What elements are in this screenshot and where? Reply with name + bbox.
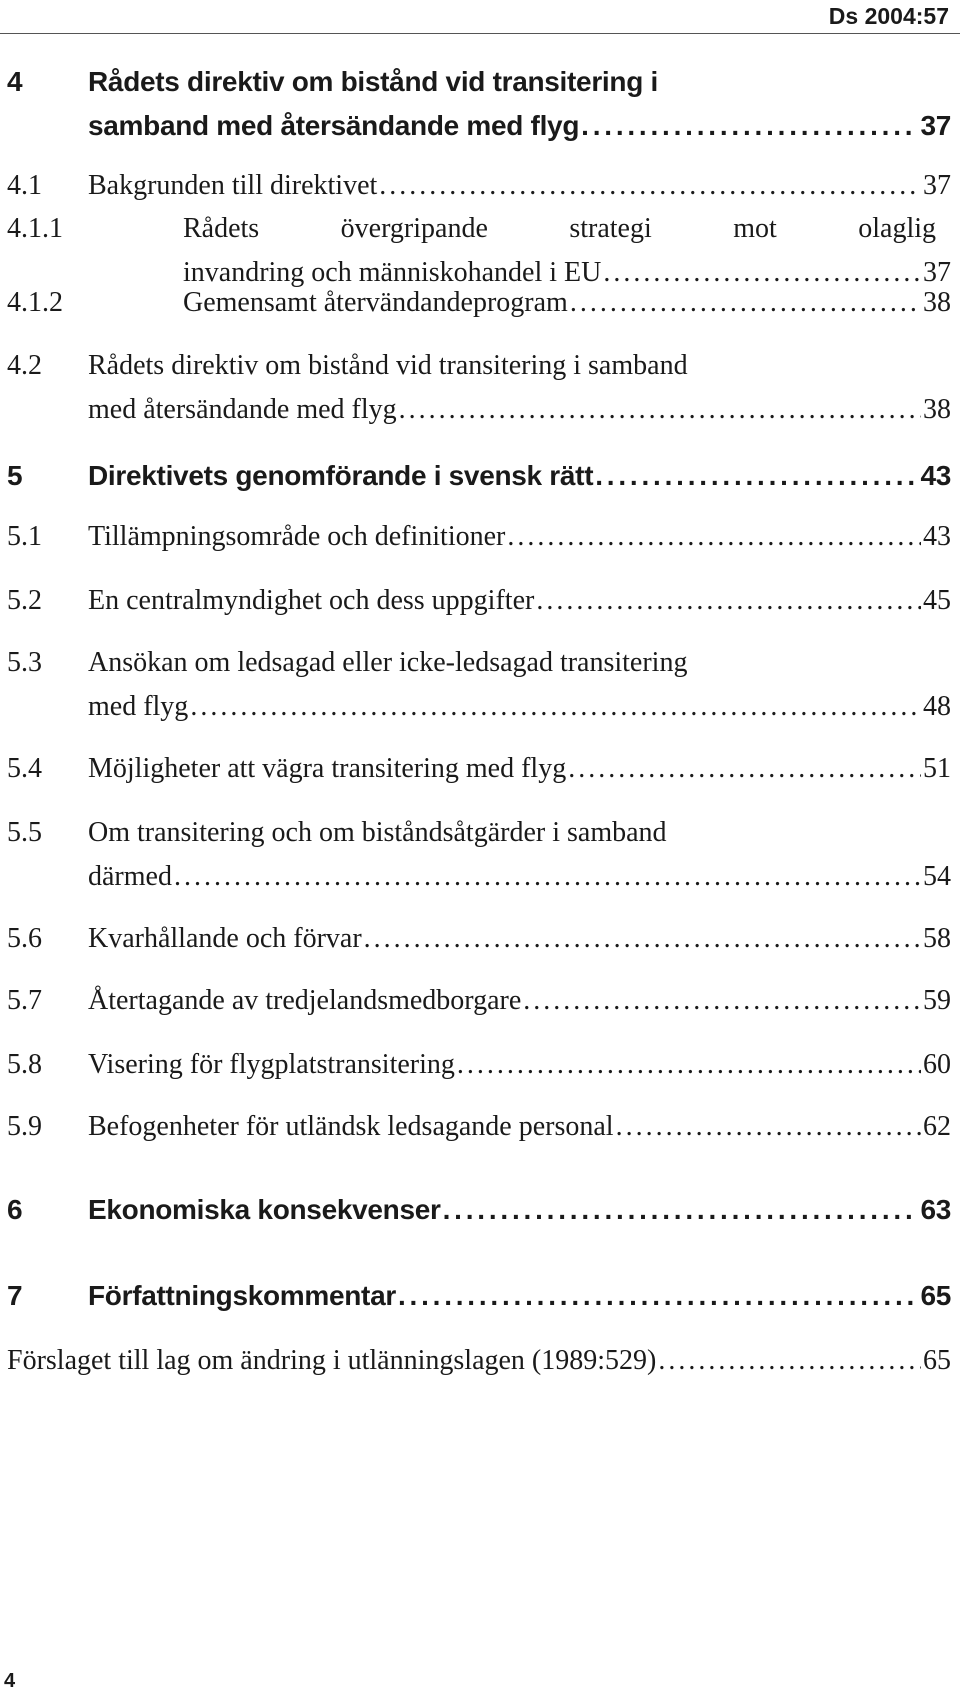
toc-entry-number: 4.1.1: [7, 213, 63, 244]
toc-page-number: 37: [920, 110, 951, 141]
toc-entry-5-1[interactable]: [7, 515, 951, 559]
toc-entry-line: [7, 281, 951, 325]
dot-leader: [507, 515, 921, 559]
toc-entry-title: Författningskommentar: [88, 1280, 396, 1311]
toc-entry-4-1[interactable]: [7, 164, 951, 208]
toc-entry-line: [7, 1188, 951, 1232]
toc-page-number: 65: [920, 1280, 951, 1311]
toc-page-number: 63: [920, 1194, 951, 1225]
toc-entry-title: Ekonomiska konsekvenser: [88, 1194, 441, 1225]
toc-entry-word: strategi: [569, 213, 652, 244]
toc-entry-5-9[interactable]: [7, 1105, 951, 1149]
dot-leader: [570, 281, 921, 325]
dot-leader: [190, 685, 921, 729]
toc-entry-title-cont: samband med återsändande med flyg: [88, 110, 580, 141]
toc-entry-line: [7, 855, 951, 899]
toc-entry-6[interactable]: [7, 1188, 951, 1232]
toc-entry-title: [7, 207, 951, 251]
toc-entry-line: [7, 454, 951, 498]
toc-entry-number: 5.3: [7, 647, 42, 678]
toc-entry-4[interactable]: [7, 60, 951, 148]
toc-page-number: 43: [920, 460, 951, 491]
toc-page-number: 37: [923, 257, 951, 288]
toc-entry-title: Kvarhållande och förvar: [88, 923, 362, 954]
toc-entry-title: Möjligheter att vägra transitering med flyg: [88, 753, 567, 784]
toc-entry-title-cont: med flyg: [88, 691, 189, 722]
dot-leader: [443, 1188, 919, 1232]
toc-page-number: 38: [923, 394, 951, 425]
toc-entry-title: Gemensamt återvändandeprogram: [183, 287, 568, 318]
dot-leader: [399, 388, 921, 432]
toc-page-number: 38: [923, 287, 951, 318]
running-header: [0, 0, 960, 34]
toc-entry-7[interactable]: [7, 1274, 951, 1318]
toc-entry-4-2[interactable]: [7, 344, 951, 432]
toc-entry-5-2[interactable]: [7, 579, 951, 623]
toc-page-number: 54: [923, 861, 951, 892]
dot-leader: [364, 917, 921, 961]
dot-leader: [523, 979, 921, 1023]
toc-entry-number: 5: [7, 460, 23, 491]
toc-entry-line: [7, 979, 951, 1023]
toc-entry-title-cont: med återsändande med flyg: [88, 394, 397, 425]
toc-entry-title: Ansökan om ledsagad eller icke-ledsagad transitering: [88, 647, 688, 678]
toc-entry-line: [7, 685, 951, 729]
toc-entry-5-6[interactable]: [7, 917, 951, 961]
toc-entry-number: 4: [7, 66, 23, 97]
toc-entry-title: Återtagande av tredjelandsmedborgare: [88, 985, 522, 1016]
toc-page-number: 37: [923, 170, 951, 201]
toc-entry-proposal[interactable]: [7, 1339, 951, 1383]
toc-entry-5-3[interactable]: [7, 641, 951, 729]
toc-entry-title: Förslaget till lag om ändring i utlänningslagen (1989:529): [7, 1345, 657, 1376]
toc-entry-title: Befogenheter för utländsk ledsagande personal: [88, 1111, 614, 1142]
toc-entry-line: [7, 515, 951, 559]
toc-entry-title: En centralmyndighet och dess uppgifter: [88, 585, 535, 616]
toc-entry-word: övergripande: [340, 213, 488, 244]
toc-entry-number: 5.1: [7, 521, 42, 552]
toc-entry-title: Visering för flygplatstransitering: [88, 1049, 455, 1080]
toc-entry-line: [7, 1274, 951, 1318]
toc-entry-4-1-2[interactable]: [7, 281, 951, 325]
dot-leader: [658, 1339, 921, 1383]
toc-entry-5[interactable]: [7, 454, 951, 498]
toc-entry-line: [7, 747, 951, 791]
toc-page-number: 45: [923, 585, 951, 616]
toc-entry-word: mot: [733, 213, 777, 244]
document-code: Ds 2004:57: [828, 3, 949, 29]
toc-page-number: 58: [923, 923, 951, 954]
toc-entry-line: [7, 579, 951, 623]
toc-entry-title: Om transitering och om biståndsåtgärder i samband: [88, 817, 667, 848]
dot-leader: [595, 454, 918, 498]
toc-entry-5-4[interactable]: [7, 747, 951, 791]
toc-page-number: 59: [923, 985, 951, 1016]
toc-page-number: 65: [923, 1345, 951, 1376]
page-number: 4: [4, 1670, 16, 1692]
toc-entry-title: Tillämpningsområde och definitioner: [88, 521, 506, 552]
toc-entry-title: Rådets direktiv om bistånd vid transitering i: [88, 66, 658, 97]
toc-page-number: 62: [923, 1111, 951, 1142]
toc-entry-line: [7, 164, 951, 208]
dot-leader: [379, 164, 921, 208]
toc-entry-line: [7, 1339, 951, 1383]
toc-entry-5-5[interactable]: [7, 811, 951, 899]
toc-entry-number: 7: [7, 1280, 23, 1311]
toc-entry-number: 5.9: [7, 1111, 42, 1142]
toc-entry-number: 4.1: [7, 170, 42, 201]
toc-entry-title: Rådets direktiv om bistånd vid transitering i samband: [88, 350, 688, 381]
dot-leader: [398, 1274, 919, 1318]
toc-entry-line: [7, 917, 951, 961]
dot-leader: [616, 1105, 921, 1149]
toc-entry-title-cont: därmed: [88, 861, 172, 892]
dot-leader: [536, 579, 921, 623]
toc-page-number: 43: [923, 521, 951, 552]
toc-entry-word: olaglig: [858, 213, 936, 244]
dot-leader: [568, 747, 921, 791]
toc-entry-number: 4.1.2: [7, 287, 63, 318]
dot-leader: [457, 1043, 921, 1087]
dot-leader: [174, 855, 921, 899]
toc-entry-5-8[interactable]: [7, 1043, 951, 1087]
toc-entry-line: [7, 104, 951, 148]
toc-entry-number: 6: [7, 1194, 23, 1225]
toc-entry-line: [7, 1105, 951, 1149]
toc-entry-number: 5.8: [7, 1049, 42, 1080]
toc-entry-word: Rådets: [183, 213, 260, 244]
toc-entry-number: 5.2: [7, 585, 42, 616]
toc-entry-title-cont: invandring och människohandel i EU: [183, 257, 602, 288]
toc-entry-number: 4.2: [7, 350, 42, 381]
toc-entry-title: Bakgrunden till direktivet: [88, 170, 378, 201]
toc-entry-title: Direktivets genomförande i svensk rätt: [88, 460, 594, 491]
toc-page-number: 51: [923, 753, 951, 784]
toc-entry-number: 5.4: [7, 753, 42, 784]
toc-entry-line: [7, 388, 951, 432]
toc-entry-5-7[interactable]: [7, 979, 951, 1023]
toc-page-number: 60: [923, 1049, 951, 1080]
toc-entry-line: [7, 1043, 951, 1087]
toc-entry-number: 5.5: [7, 817, 42, 848]
toc-page-number: 48: [923, 691, 951, 722]
toc-entry-number: 5.7: [7, 985, 42, 1016]
dot-leader: [581, 104, 918, 148]
toc-entry-number: 5.6: [7, 923, 42, 954]
